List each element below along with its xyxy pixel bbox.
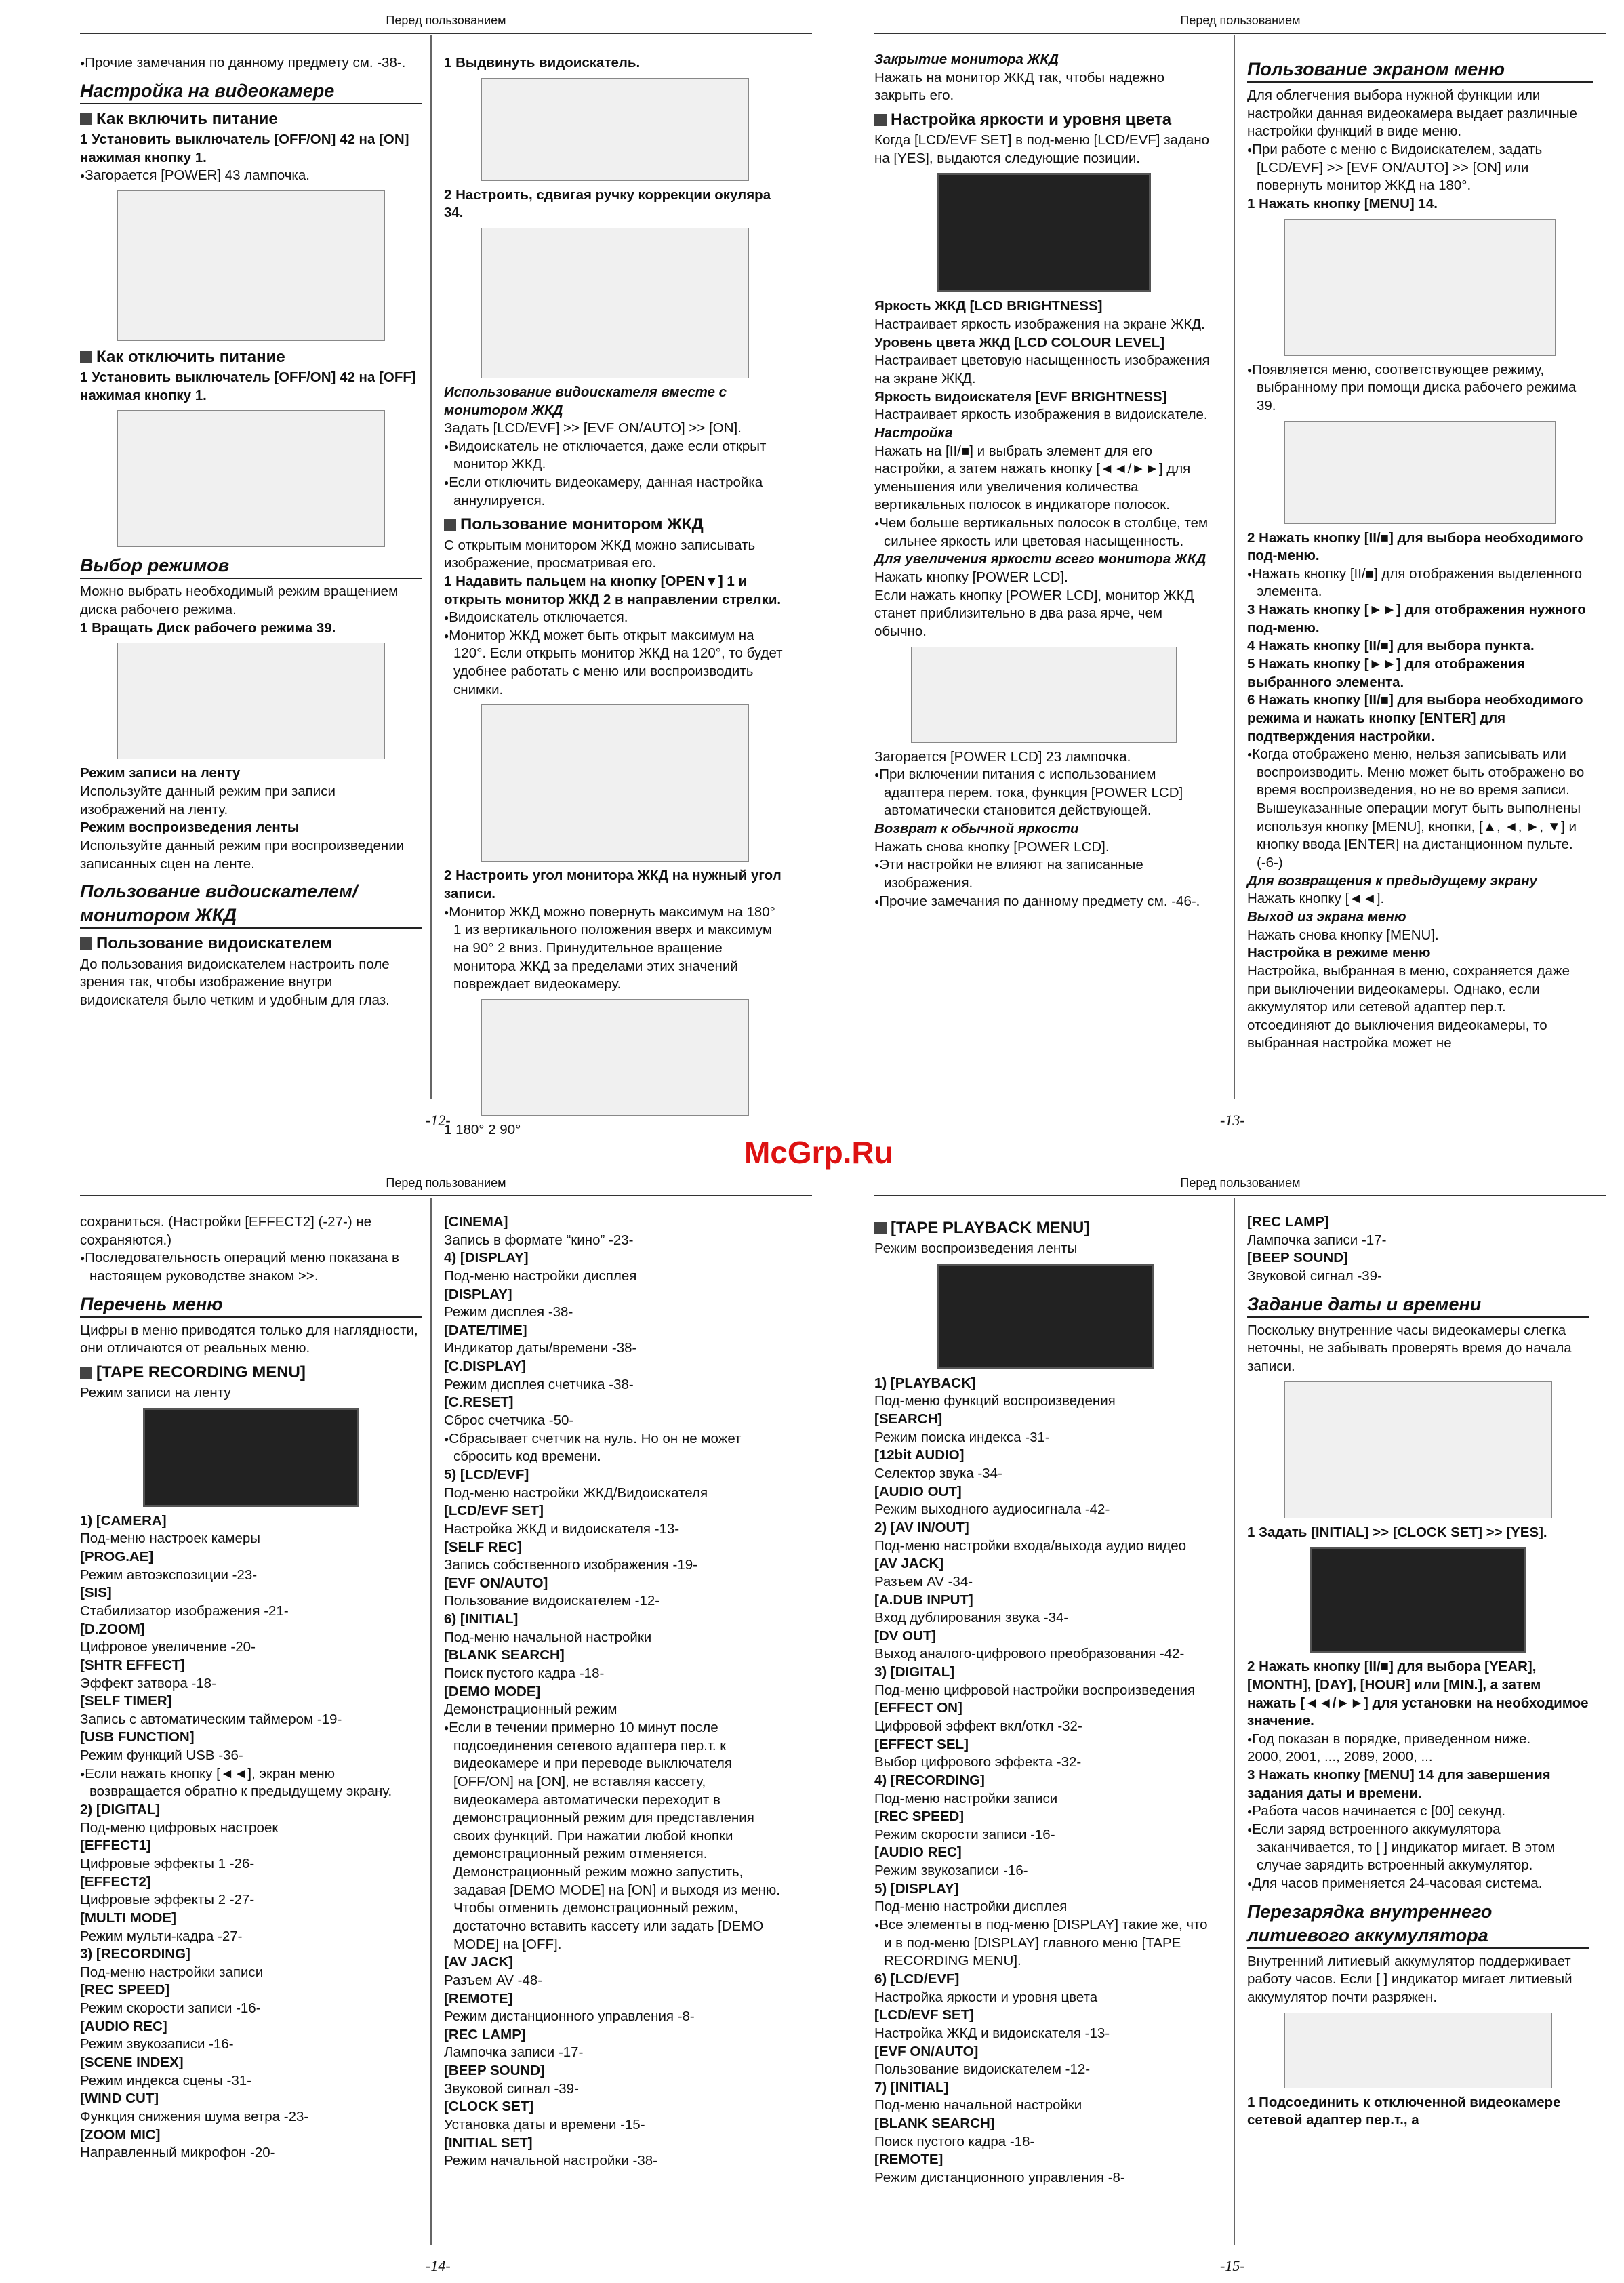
bullet-note: ● Год показан в порядке, приведенном ниже. xyxy=(1247,1731,1589,1749)
body-text: Задать [LCD/EVF] >> [EVF ON/AUTO] >> [ON]. xyxy=(444,420,742,437)
menu-item-label: [SELF REC] xyxy=(444,1539,523,1555)
column-divider xyxy=(1234,1198,1235,2245)
illustration xyxy=(117,410,386,547)
step-instruction: 3 Нажать кнопку [MENU] 14 для завершения задания даты и времени. xyxy=(1247,1767,1551,1801)
bullet-note: ● Прочие замечания по данному предмету см. -46-. xyxy=(874,893,1213,911)
bullet-note: ● Появляется меню, соответствующее режиму, выбранному при помощи диска рабочего режима 39. xyxy=(1247,361,1593,416)
subsection-heading: Пользование видоискателем xyxy=(80,933,422,954)
body-text: Запись с автоматическим таймером -19- xyxy=(80,1711,342,1727)
body-text: 2000, 2001, ..., 2089, 2000, ... xyxy=(1247,1749,1433,1765)
menu-item-label: [DEMO MODE] xyxy=(444,1683,541,1699)
header-rule xyxy=(874,1195,1606,1196)
menu-item-label: [DATE/TIME] xyxy=(444,1322,527,1338)
menu-item-label: 5) [LCD/EVF] xyxy=(444,1466,529,1482)
bullet-note: ● Видоискатель не отключается, даже если открыт монитор ЖКД. xyxy=(444,438,786,474)
menu-item-label: 2) [AV IN/OUT] xyxy=(874,1519,969,1535)
subsection-heading: Как отключить питание xyxy=(80,346,422,367)
subsection-heading: Настройка яркости и уровня цвета xyxy=(874,109,1213,130)
menu-item-label: 3) [DIGITAL] xyxy=(874,1664,955,1680)
illustration xyxy=(117,643,386,759)
menu-item-label: [C.DISPLAY] xyxy=(444,1358,527,1375)
menu-item-label: [EFFECT1] xyxy=(80,1838,151,1854)
menu-screen-image xyxy=(143,1408,359,1507)
menu-item-label: 3) [RECORDING] xyxy=(80,1946,190,1962)
body-text: Цифровой эффект вкл/откл -32- xyxy=(874,1718,1082,1734)
menu-item-label: [REMOTE] xyxy=(874,2151,943,2168)
menu-item-label: [BLANK SEARCH] xyxy=(444,1647,565,1663)
menu-item-label: [AUDIO REC] xyxy=(874,1844,962,1861)
bullet-note: ● Монитор ЖКД может быть открыт максимум на 120°. Если открыть монитор ЖКД на 120°, то будет удобнее работать с меню или воспроизводить снимки. xyxy=(444,627,786,700)
menu-item-label: [AUDIO OUT] xyxy=(874,1483,962,1499)
step-instruction: 4 Нажать кнопку [II/■] для выбора пункта. xyxy=(1247,638,1535,654)
bullet-note: ● Чем больше вертикальных полосок в столбце, тем сильнее яркость или цветовая насыщенность. xyxy=(874,514,1213,550)
body-text: Эффект затвора -18- xyxy=(80,1675,216,1691)
body-text: Демонстрационный режим xyxy=(444,1701,617,1718)
section-heading: Выбор режимов xyxy=(80,554,422,579)
body-text: Нажать снова кнопку [POWER LCD]. xyxy=(874,839,1110,855)
bullet-note: ● Когда отображено меню, нельзя записывать или воспроизводить. Меню может быть отображено во время воспроизведения, но не во время записи. Вышеуказанные операции могут быть выполнены используя кнопку [MENU], кнопки, [▲, ◄, ►, ▼] и кнопку ввода [ENTER] на дистанционном пульте. (-6-) xyxy=(1247,746,1593,872)
section-heading: Пользование экраном меню xyxy=(1247,58,1593,83)
menu-item-label: [REC SPEED] xyxy=(80,1982,170,1998)
body-text: Под-меню настройки записи xyxy=(874,1790,1058,1806)
body-text: Установка даты и времени -15- xyxy=(444,2117,645,2133)
body-text: Режим индекса сцены -31- xyxy=(80,2072,251,2088)
running-header: Перед пользованием xyxy=(386,14,506,27)
menu-item-label: [SIS] xyxy=(80,1585,112,1601)
menu-item-label: 7) [INITIAL] xyxy=(874,2079,949,2095)
right-column xyxy=(1247,51,1593,1053)
body-text: Под-меню цифровых настроек xyxy=(80,1819,279,1836)
body-text: Загорается [POWER LCD] 23 лампочка. xyxy=(874,748,1131,765)
step-instruction: 2 Нажать кнопку [II/■] для выбора необходимого под-меню. xyxy=(1247,529,1583,564)
illustration xyxy=(1284,219,1556,356)
left-column xyxy=(874,1213,1217,2187)
body-text: Нажать кнопку [POWER LCD]. xyxy=(874,569,1068,585)
menu-item-label: 2) [DIGITAL] xyxy=(80,1802,161,1818)
menu-item-label: [EFFECT2] xyxy=(80,1874,151,1890)
step-instruction: 1 Вращать Диск рабочего режима 39. xyxy=(80,620,336,636)
section-heading: Задание даты и времени xyxy=(1247,1293,1589,1318)
step-instruction: 2 Настроить угол монитора ЖКД на нужный угол записи. xyxy=(444,868,781,902)
body-text: Сброс счетчика -50- xyxy=(444,1413,574,1429)
body-text: Режим дисплея -38- xyxy=(444,1304,573,1320)
menu-item-label: [REMOTE] xyxy=(444,1990,513,2006)
menu-item-label: 4) [DISPLAY] xyxy=(444,1250,529,1266)
step-instruction: 1 Установить выключатель [OFF/ON] 42 на [OFF] нажимая кнопку 1. xyxy=(80,369,416,403)
menu-item-label: Настройка в режиме меню xyxy=(1247,945,1431,961)
menu-item-label: [SHTR EFFECT] xyxy=(80,1657,185,1673)
bullet-note: ● Если в течении примерно 10 минут после подсоединения сетевого адаптера пер.т. к видеокамере и при переводе выключателя [OFF/ON] на [ON], не вставляя кассету, видеокамера автоматически переходит в демонстрационный режим для представления своих функций. При нажатии любой кнопки демонстрационный режим отменяется. Демонстрационный режим можно запустить, задавая [DEMO MODE] на [ON] и выходя из меню. Чтобы отменить демонстрационный режим, достаточно вставить кассету или задать [DEMO MODE] на [OFF]. xyxy=(444,1719,786,1954)
bullet-note: ● Последовательность операций меню показана в настоящем руководстве знаком >>. xyxy=(80,1249,422,1285)
body-text: Используйте данный режим при записи изображений на ленту. xyxy=(80,783,336,817)
body-text: Настройка ЖКД и видоискателя -13- xyxy=(874,2025,1110,2041)
page-number: -14- xyxy=(426,2257,451,2274)
body-text: 1 180° 2 90° xyxy=(444,1121,521,1137)
menu-item-label: [LCD/EVF SET] xyxy=(874,2007,974,2023)
step-instruction: 2 Настроить, сдвигая ручку коррекции окуляра 34. xyxy=(444,186,771,221)
body-text: Пользование видоискателем -12- xyxy=(874,2061,1091,2078)
italic-subheading: Настройка xyxy=(874,424,953,441)
body-text: Если нажать кнопку [POWER LCD], монитор ЖКД станет приблизительно в два раза ярче, чем обычно. xyxy=(874,587,1194,639)
step-instruction: 6 Нажать кнопку [II/■] для выбора необходимого режима и нажать кнопку [ENTER] для подтверждения настройки. xyxy=(1247,692,1583,744)
menu-item-label: Уровень цвета ЖКД [LCD COLOUR LEVEL] xyxy=(874,334,1165,350)
header-rule xyxy=(874,33,1606,34)
bullet-note: ● Видоискатель отключается. xyxy=(444,609,786,627)
italic-subheading: Для возвращения к предыдущему экрану xyxy=(1247,872,1537,889)
bullet-note: ● Для часов применяется 24-часовая система. xyxy=(1247,1875,1589,1893)
menu-screen-image xyxy=(1310,1547,1526,1653)
body-text: Используйте данный режим при воспроизведении записанных сцен на ленте. xyxy=(80,837,405,872)
step-instruction: 2 Нажать кнопку [II/■] для выбора [YEAR], [MONTH], [DAY], [HOUR] или [MIN.], а затем нажать [◄◄/►►] для установки на необходимое значение. xyxy=(1247,1659,1589,1729)
step-instruction: 1 Подсоединить к отключенной видеокамере сетевой адаптер пер.т., а xyxy=(1247,2094,1561,2128)
body-text: Настройка, выбранная в меню, сохраняется даже при выключении видеокамеры. Однако, если аккумулятор или сетевой адаптер пер.т. отсоединяют до выключения видеокамеры, то выбранная настройка может не xyxy=(1247,963,1570,1051)
menu-item-label: [REC LAMP] xyxy=(1247,1214,1329,1230)
bullet-note: ● Если заряд встроенного аккумулятора заканчивается, то [ ] индикатор мигает. В этом случае зарядить встроенный аккумулятор. xyxy=(1247,1821,1589,1875)
body-text: С открытым монитором ЖКД можно записывать изображение, просматривая его. xyxy=(444,537,756,571)
running-header: Перед пользованием xyxy=(1180,14,1301,27)
menu-item-label: Яркость видоискателя [EVF BRIGHTNESS] xyxy=(874,388,1167,405)
menu-screen-image xyxy=(937,173,1151,292)
left-column xyxy=(80,54,422,1009)
body-text: Режим скорости записи -16- xyxy=(874,1826,1055,1842)
body-text: Настройка ЖКД и видоискателя -13- xyxy=(444,1520,680,1537)
step-instruction: 1 Надавить пальцем на кнопку [OPEN▼] 1 и открыть монитор ЖКД 2 в направлении стрелки. xyxy=(444,573,781,607)
body-text: До пользования видоискателем настроить поле зрения так, чтобы изображение внутри видоискателя было четким и удобным для глаз. xyxy=(80,956,390,1008)
body-text: Разъем AV -34- xyxy=(874,1573,973,1590)
illustration xyxy=(911,647,1177,743)
body-text: Вход дублирования звука -34- xyxy=(874,1610,1069,1626)
bullet-note: ● Загорается [POWER] 43 лампочка. xyxy=(80,167,422,185)
menu-item-label: [REC SPEED] xyxy=(874,1809,965,1825)
body-text: Можно выбрать необходимый режим вращением диска рабочего режима. xyxy=(80,584,399,618)
italic-subheading: Для увеличения яркости всего монитора ЖКД xyxy=(874,551,1206,567)
menu-item-label: [EFFECT ON] xyxy=(874,1700,962,1716)
italic-subheading: Выход из экрана меню xyxy=(1247,908,1406,925)
body-text: Нажать на монитор ЖКД так, чтобы надежно закрыть его. xyxy=(874,69,1165,104)
body-text: Под-меню цифровой настройки воспроизведения xyxy=(874,1682,1196,1698)
body-text: Режим звукозаписи -16- xyxy=(874,1863,1028,1879)
body-text: Пользование видоискателем -12- xyxy=(444,1593,660,1609)
menu-item-label: [SEARCH] xyxy=(874,1411,943,1428)
menu-item-label: [LCD/EVF SET] xyxy=(444,1503,544,1519)
menu-item-label: Яркость ЖКД [LCD BRIGHTNESS] xyxy=(874,298,1103,315)
section-heading: Перезарядка внутреннего литиевого аккумулятора xyxy=(1247,1900,1589,1949)
subsection-heading: Пользование монитором ЖКД xyxy=(444,514,786,535)
step-instruction: 1 Выдвинуть видоискатель. xyxy=(444,55,641,70)
illustration xyxy=(481,228,750,378)
menu-item-label: [ZOOM MIC] xyxy=(80,2126,161,2143)
body-text: Цифры в меню приводятся только для наглядности, они отличаются от реальных меню. xyxy=(80,1322,418,1356)
step-instruction: 1 Задать [INITIAL] >> [CLOCK SET] >> [YES]. xyxy=(1247,1524,1547,1540)
body-text: Под-меню настройки записи xyxy=(80,1964,264,1980)
menu-item-label: [CLOCK SET] xyxy=(444,2099,534,2115)
bullet-note: ● Монитор ЖКД можно повернуть максимум на 180° 1 из вертикального положения вверх и максимум на 90° 2 вниз. Принудительное вращение монитора ЖКД за пределами этих значений повреждает видеокамеру. xyxy=(444,904,786,994)
body-text: Нажать на [II/■] и выбрать элемент для его настройки, а затем нажать кнопку [◄◄/►►] для уменьшения или увеличения количества вертикальных полосок в индикаторе полосок. xyxy=(874,443,1191,513)
menu-item-label: [CINEMA] xyxy=(444,1214,508,1230)
body-text: Звуковой сигнал -39- xyxy=(444,2080,579,2097)
menu-item-label: 5) [DISPLAY] xyxy=(874,1880,959,1897)
menu-item-label: [DISPLAY] xyxy=(444,1286,512,1302)
body-text: Цифровое увеличение -20- xyxy=(80,1639,256,1655)
body-text: Индикатор даты/времени -38- xyxy=(444,1340,637,1356)
body-text: Стабилизатор изображения -21- xyxy=(80,1602,289,1619)
body-text: Запись собственного изображения -19- xyxy=(444,1557,697,1573)
menu-item-label: [REC LAMP] xyxy=(444,2026,526,2042)
bullet-note: ● Работа часов начинается с [00] секунд. xyxy=(1247,1802,1589,1821)
running-header: Перед пользованием xyxy=(1180,1176,1301,1190)
menu-item-label: 6) [INITIAL] xyxy=(444,1611,519,1628)
menu-item-label: Режим записи на ленту xyxy=(80,765,241,782)
body-text: Режим дисплея счетчика -38- xyxy=(444,1376,634,1392)
menu-item-label: [BEEP SOUND] xyxy=(444,2063,545,2079)
bullet-note: ● Сбрасывает счетчик на нуль. Но он не может сбросить код времени. xyxy=(444,1430,786,1466)
body-text: Разъем AV -48- xyxy=(444,1972,543,1988)
menu-item-label: 6) [LCD/EVF] xyxy=(874,1971,960,1987)
running-header: Перед пользованием xyxy=(386,1176,506,1190)
italic-subheading: Закрытие монитора ЖКД xyxy=(874,52,1059,67)
menu-item-label: [EVF ON/AUTO] xyxy=(874,2043,979,2059)
body-text: Под-меню функций воспроизведения xyxy=(874,1393,1116,1409)
menu-item-label: [EVF ON/AUTO] xyxy=(444,1575,548,1591)
body-text: Настройка яркости и уровня цвета xyxy=(874,1989,1098,2005)
menu-screen-image xyxy=(937,1264,1154,1369)
column-divider xyxy=(1234,35,1235,1099)
body-text: Настраивает цветовую насыщенность изображения на экране ЖКД. xyxy=(874,352,1210,386)
left-column xyxy=(874,51,1213,910)
bullet-note: ● При работе с меню с Видоискателем, задать [LCD/EVF] >> [EVF ON/AUTO] >> [ON] или повернуть монитор ЖКД на 180°. xyxy=(1247,141,1593,195)
body-text: Нажать кнопку [◄◄]. xyxy=(1247,891,1385,907)
page-number: -12- xyxy=(426,1112,451,1129)
body-text: Выбор цифрового эффекта -32- xyxy=(874,1754,1082,1771)
bullet-note: ● Если нажать кнопку [◄◄], экран меню возвращается обратно к предыдущему экрану. xyxy=(80,1765,422,1801)
page-number: -15- xyxy=(1220,2257,1245,2274)
bullet-note: ● Нажать кнопку [II/■] для отображения выделенного элемента. xyxy=(1247,565,1593,601)
step-instruction: 1 Нажать кнопку [MENU] 14. xyxy=(1247,195,1438,211)
body-text: Лампочка записи -17- xyxy=(444,2044,584,2061)
body-text: Звуковой сигнал -39- xyxy=(1247,1268,1382,1284)
body-text: Режим поиска индекса -31- xyxy=(874,1429,1050,1445)
left-column xyxy=(80,1213,422,2162)
body-text: Поиск пустого кадра -18- xyxy=(444,1665,605,1682)
body-text: Направленный микрофон -20- xyxy=(80,2145,275,2161)
body-text: Режим звукозаписи -16- xyxy=(80,2036,234,2053)
subsection-heading: [TAPE RECORDING MENU] xyxy=(80,1362,422,1383)
body-text: Цифровые эффекты 1 -26- xyxy=(80,1855,255,1872)
body-text: Под-меню настройки дисплея xyxy=(874,1899,1068,1915)
body-text: Режим мульти-кадра -27- xyxy=(80,1928,243,1944)
illustration xyxy=(481,78,750,181)
body-text: Цифровые эффекты 2 -27- xyxy=(80,1892,255,1908)
bullet-note: ● Прочие замечания по данному предмету см. -38-. xyxy=(80,54,422,73)
body-text: Режим скорости записи -16- xyxy=(80,2000,261,2017)
site-watermark: McGrp.Ru xyxy=(744,1135,893,1170)
menu-item-label: [USB FUNCTION] xyxy=(80,1729,195,1745)
menu-item-label: 1) [PLAYBACK] xyxy=(874,1375,976,1391)
menu-item-label: [BLANK SEARCH] xyxy=(874,2116,995,2132)
body-text: Под-меню настройки ЖКД/Видоискателя xyxy=(444,1484,708,1501)
bullet-note: ● Эти настройки не влияют на записанные изображения. xyxy=(874,856,1213,892)
body-text: Режим воспроизведения ленты xyxy=(874,1240,1078,1257)
column-divider xyxy=(430,1198,432,2245)
menu-item-label: [DV OUT] xyxy=(874,1628,937,1644)
header-rule xyxy=(80,1195,812,1196)
italic-subheading: Возврат к обычной яркости xyxy=(874,821,1079,837)
body-text: Селектор звука -34- xyxy=(874,1466,1002,1482)
right-column xyxy=(1247,1213,1589,2130)
body-text: Нажать снова кнопку [MENU]. xyxy=(1247,927,1439,943)
body-text: Внутренний литиевый аккумулятор поддерживает работу часов. Если [ ] индикатор мигает литиевый аккумулятор почти разряжен. xyxy=(1247,1953,1572,2006)
bullet-note: ● Все элементы в под-меню [DISPLAY] такие же, что и в под-меню [DISPLAY] главного меню [TAPE RECORDING MENU]. xyxy=(874,1916,1217,1971)
body-text: Под-меню начальной настройки xyxy=(444,1629,652,1645)
subsection-heading: [TAPE PLAYBACK MENU] xyxy=(874,1217,1217,1238)
body-text: сохраниться. (Настройки [EFFECT2] (-27-) не сохраняются.) xyxy=(80,1214,372,1248)
body-text: Под-меню настройки дисплея xyxy=(444,1268,637,1284)
section-heading: Пользование видоискателем/монитором ЖКД xyxy=(80,880,422,929)
section-heading: Перечень меню xyxy=(80,1293,422,1318)
menu-item-label: [BEEP SOUND] xyxy=(1247,1250,1348,1266)
bullet-note: ● Если отключить видеокамеру, данная настройка аннулируется. xyxy=(444,474,786,510)
body-text: Режим начальной настройки -38- xyxy=(444,2153,657,2169)
menu-item-label: Режим воспроизведения ленты xyxy=(80,820,300,836)
illustration xyxy=(117,190,386,341)
body-text: Настраивает яркость изображения в видоискателе. xyxy=(874,407,1208,423)
body-text: Настраивает яркость изображения на экране ЖКД. xyxy=(874,317,1205,333)
illustration xyxy=(481,704,750,862)
menu-item-label: [WIND CUT] xyxy=(80,2090,159,2107)
body-text: Под-меню настройки входа/выхода аудио видео xyxy=(874,1537,1187,1554)
body-text: Под-меню настроек камеры xyxy=(80,1531,261,1547)
body-text: Режим функций USB -36- xyxy=(80,1747,243,1764)
menu-item-label: [INITIAL SET] xyxy=(444,2135,533,2151)
body-text: Режим дистанционного управления -8- xyxy=(444,2008,695,2025)
illustration xyxy=(1284,1381,1553,1518)
italic-subheading: Использование видоискателя вместе с монитором ЖКД xyxy=(444,384,727,418)
body-text: Выход аналого-цифрового преобразования -42- xyxy=(874,1646,1185,1662)
menu-item-label: [AV JACK] xyxy=(444,1954,514,1971)
step-instruction: 3 Нажать кнопку [►►] для отображения нужного под-меню. xyxy=(1247,602,1586,636)
menu-item-label: [D.ZOOM] xyxy=(80,1621,145,1637)
illustration xyxy=(1284,421,1556,524)
body-text: Режим автоэкспозиции -23- xyxy=(80,1567,258,1583)
menu-item-label: [MULTI MODE] xyxy=(80,1910,176,1926)
subsection-heading: Как включить питание xyxy=(80,108,422,129)
body-text: Лампочка записи -17- xyxy=(1247,1232,1387,1248)
bullet-note: ● При включении питания с использованием адаптера перем. тока, функция [POWER LCD] автоматически становится действующей. xyxy=(874,766,1213,820)
body-text: Режим выходного аудиосигнала -42- xyxy=(874,1501,1110,1518)
header-rule xyxy=(80,33,812,34)
menu-item-label: [C.RESET] xyxy=(444,1394,514,1411)
body-text: Поскольку внутренние часы видеокамеры слегка неточны, не забывать проверять время до начала записи. xyxy=(1247,1322,1572,1374)
menu-item-label: [AUDIO REC] xyxy=(80,2018,167,2034)
body-text: Под-меню начальной настройки xyxy=(874,2097,1082,2114)
menu-item-label: [12bit AUDIO] xyxy=(874,1447,965,1463)
body-text: Для облегчения выбора нужной функции или настройки данная видеокамера выдает различные настройки функций в виде меню. xyxy=(1247,87,1577,140)
illustration xyxy=(481,999,750,1116)
page-number: -13- xyxy=(1220,1112,1245,1129)
body-text: Когда [LCD/EVF SET] в под-меню [LCD/EVF] задано на [YES], выдаются следующие позиции. xyxy=(874,132,1210,166)
step-instruction: 5 Нажать кнопку [►►] для отображения выбранного элемента. xyxy=(1247,655,1525,690)
menu-item-label: [A.DUB INPUT] xyxy=(874,1592,973,1608)
body-text: Запись в формате “кино” -23- xyxy=(444,1232,634,1248)
menu-item-label: [EFFECT SEL] xyxy=(874,1736,969,1752)
body-text: Функция снижения шума ветра -23- xyxy=(80,2108,309,2124)
menu-item-label: 1) [CAMERA] xyxy=(80,1512,167,1529)
right-column xyxy=(444,1213,786,2170)
illustration xyxy=(1284,2013,1553,2088)
menu-item-label: [PROG.AE] xyxy=(80,1549,154,1565)
menu-item-label: [SELF TIMER] xyxy=(80,1693,172,1710)
step-instruction: 1 Установить выключатель [OFF/ON] 42 на [ON] нажимая кнопку 1. xyxy=(80,131,409,165)
body-text: Режим записи на ленту xyxy=(80,1385,231,1401)
menu-item-label: 4) [RECORDING] xyxy=(874,1772,985,1788)
body-text: Режим дистанционного управления -8- xyxy=(874,2170,1125,2186)
column-divider xyxy=(430,35,432,1099)
section-heading: Настройка на видеокамере xyxy=(80,79,422,104)
menu-item-label: [AV JACK] xyxy=(874,1556,944,1572)
menu-item-label: [SCENE INDEX] xyxy=(80,2054,184,2070)
right-column xyxy=(444,54,786,1139)
body-text: Поиск пустого кадра -18- xyxy=(874,2133,1035,2149)
